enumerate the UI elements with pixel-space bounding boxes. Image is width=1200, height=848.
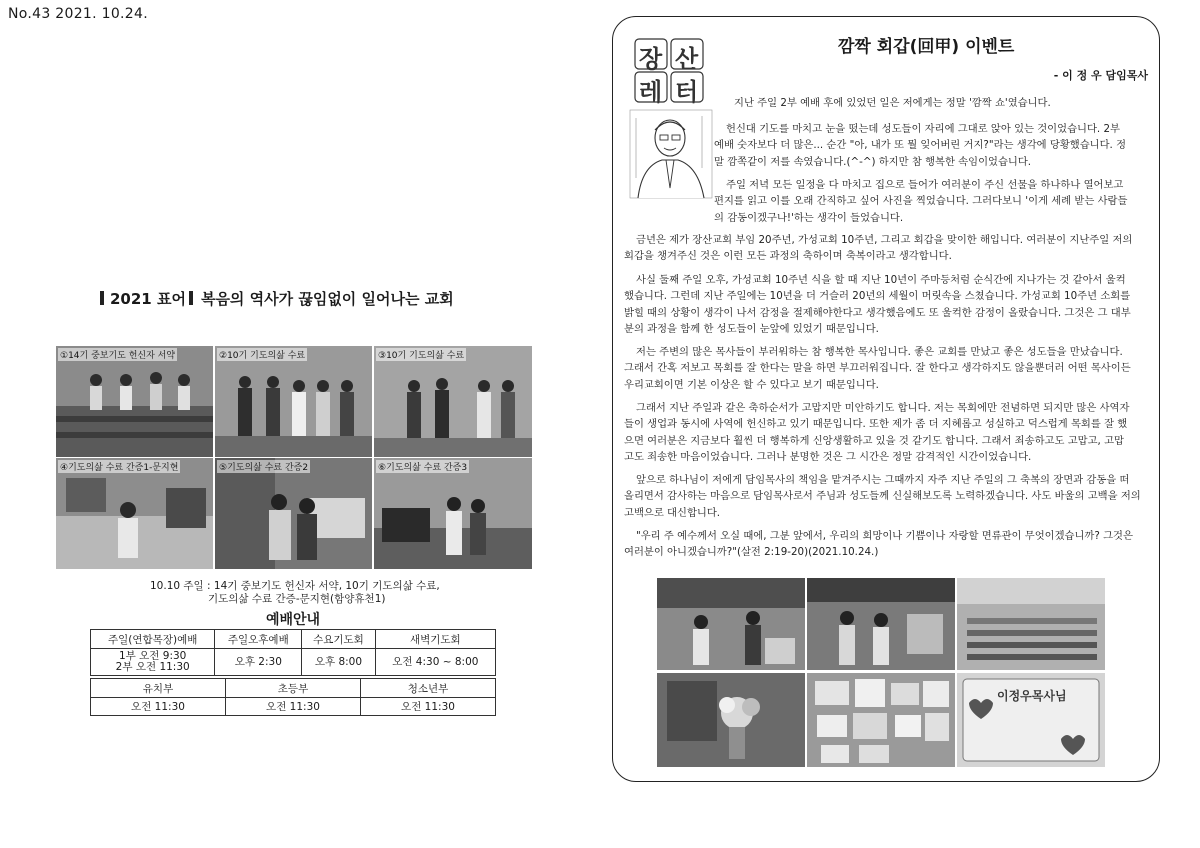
badge-char: 터 [675,78,699,106]
motto [100,288,454,309]
paragraph-line: 들이 생업과 동시에 사역에 헌신하고 있기 때문입니다. 또한 제가 좀 더 지혜롭고 성실하고 덕스럽게 목회를 잘 했 [624,418,1128,431]
card-lettering: 이정우목사님 [997,689,1067,703]
motto-bar [189,291,193,305]
badge-char: 레 [639,78,663,106]
event-photo-grid [56,346,532,569]
letter-paragraph [624,472,1142,521]
education-schedule-table [90,678,496,716]
event-photo [56,458,213,569]
celebration-photo [657,578,805,670]
event-photo [56,346,213,457]
paragraph-line: 밝힐 때의 상황이 생각이 나서 감정을 절제해야한다고 생각했음에도 또 울컥한 감정이 올랐습니다. 그것은 그 대부 [624,306,1131,319]
letter-paragraph [624,232,1142,265]
sunday-service-1: 1부 오전 9:30 [119,650,187,662]
table-cell [91,649,215,676]
event-photo [374,458,532,569]
motto-bar [100,291,104,305]
schedule-title: 예배안내 [265,612,321,628]
table-row [91,679,496,698]
paragraph-line: 했습니다. 그런데 지난 주일에는 10년을 더 거슬러 20년의 세월이 머릿속을 스쳤습니다. 가성교회 10주년 소회를 [624,290,1131,303]
paragraph-line: "우리 주 예수께서 오실 때에, 그분 앞에서, 우리의 희망이나 기쁨이나 자랑할 면류관이 무엇이겠습니까? 그것은 [636,530,1133,542]
table-header: 주일(연합목장)예배 [91,630,215,649]
schedule-table [90,629,496,676]
celebration-photo [957,578,1105,670]
table-row [91,630,496,649]
table-row [91,649,496,676]
letter-author: - 이 정 우 담임목사 [1053,69,1148,82]
motto-year-label: 2021 표어 [110,290,186,308]
table-header: 주일오후예배 [215,630,302,649]
table-header: 청소년부 [361,679,496,698]
worship-schedule [90,612,496,716]
paragraph-line: 으면 여러분은 지금보다 훨씬 더 행복하게 신앙생활하고 있을 것 같기도 합니다. 그래서 죄송하고도 고맙고, 고맙 [624,434,1124,447]
paragraph-line: 말 깜쪽같이 저를 속였습니다.(^-^) 하지만 참 행복한 속임이었습니다. [714,155,1032,168]
badge-char: 장 [639,45,663,73]
paragraph-line: 회갑을 챙겨주신 것은 이런 모든 과정의 축하이며 축복이라고 생각합니다. [624,250,952,263]
paragraph-line: 고도 죄송한 마음이었습니다. 그러나 분명한 것은 그 시간은 정말 감격적인 시간이었습니다. [624,450,1032,463]
photo-caption: ①14기 중보기도 헌신자 서약 [58,348,177,361]
event-photo [215,458,372,569]
paragraph-line: 여러분이 아니겠습니까?"(살전 2:19-20)(2021.10.24.) [624,546,879,559]
table-header: 새벽기도회 [375,630,495,649]
paragraph-line: 앞으로 하나님이 저에게 담임목사의 책임을 맡겨주시는 그때까지 자주 지난 주일의 그 축복의 장면과 감동을 떠 [636,474,1130,486]
paragraph-line: 그래서 간혹 저보고 목회를 잘 한다는 말을 하면 부끄러워집니다. 잘 한다고 생각하지도 않을뿐더러 어떤 목사이든 [624,362,1131,375]
paragraph-line: 사실 둘째 주일 오후, 가성교회 10주년 식을 할 때 지난 10년이 주마등처럼 순식간에 지나가는 것 같아서 울컥 [636,274,1126,286]
letter-paragraph [714,177,1142,226]
paragraph-line: 지난 주일 2부 예배 후에 있었던 일은 저에게는 정말 '깜짝 쇼'였습니다. [734,97,1051,109]
paragraph-line: 예배 숫자보다 더 많은... 순간 "아, 내가 또 뭘 잊어버린 거지?"라는 생각에 당황했습니다. 정 [714,139,1127,152]
table-cell: 오후 8:00 [302,649,375,676]
table-header: 초등부 [226,679,361,698]
celebration-photo [957,673,1105,767]
event-photo [215,346,372,457]
letter-paragraph [624,344,1142,393]
paragraph-line: 분의 과정을 함께 한 성도들이 눈앞에 있었기 때문입니다. [624,322,879,335]
issue-number: No.43 2021. 10.24. [8,6,148,22]
paragraph-line: 고백으로 대신합니다. [624,506,721,519]
caption-line: 10.10 주일 : 14기 중보기도 헌신자 서약, 10기 기도의삶 수료, [150,580,440,592]
photo-caption: ⑤기도의삶 수료 간증2 [217,460,310,473]
paragraph-line: 우리교회이면 기본 이상은 할 수 있다고 보기 때문입니다. [624,378,879,391]
celebration-photo [807,578,955,670]
table-cell: 오전 11:30 [91,698,226,716]
letter-paragraph [722,95,1146,111]
celebration-photo-grid [657,578,1105,767]
badge-char: 산 [675,45,699,73]
table-cell: 오전 11:30 [361,698,496,716]
paragraph-line: 올리면서 감사하는 마음으로 담임목사로서 주님과 성도들께 신실해보도록 노력하겠습니다. 사도 바울의 고백을 저의 [624,490,1141,503]
paragraph-line: 헌신대 기도를 마치고 눈을 떴는데 성도들이 자리에 그대로 앉아 있는 것이었습니다. 2부 [726,123,1120,135]
paragraph-line: 편지를 읽고 이를 오래 간직하고 싶어 사진을 찍었습니다. 그러다보니 '이게 세례 받는 사람들 [714,195,1128,208]
pastor-portrait-sketch [628,108,714,200]
table-row [91,698,496,716]
table-header: 수요기도회 [302,630,375,649]
column-badge [634,38,706,104]
paragraph-line: 금년은 제가 장산교회 부임 20주년, 가성교회 10주년, 그리고 회갑을 맞이한 해입니다. 여러분이 지난주일 저의 [636,234,1133,246]
table-cell: 오후 2:30 [215,649,302,676]
table-header: 유치부 [91,679,226,698]
caption-line: 기도의삶 수료 간증-문지현(함양휴천1) [208,593,386,605]
photo-grid-caption [150,580,470,606]
photo-caption: ②10기 기도의삶 수료 [217,348,307,361]
table-cell: 오전 4:30 ~ 8:00 [375,649,495,676]
motto-text: 복음의 역사가 끊임없이 일어나는 교회 [200,290,454,308]
celebration-photo [657,673,805,767]
sunday-service-2: 2부 오전 11:30 [115,661,190,673]
paragraph-line: 저는 주변의 많은 목사들이 부러워하는 참 행복한 목사입니다. 좋은 교회를 만났고 좋은 성도들을 만났습니다. [636,346,1123,358]
letter-paragraph [624,272,1142,337]
letter-paragraph [624,528,1142,561]
letter-title: 깜짝 회갑(回甲) 이벤트 [838,37,1015,57]
photo-caption: ③10기 기도의삶 수료 [376,348,466,361]
photo-caption: ⑥기도의삶 수료 간증3 [376,460,469,473]
table-cell: 오전 11:30 [226,698,361,716]
letter-paragraph [714,121,1142,170]
letter-paragraph [624,400,1142,465]
paragraph-line: 주일 저녁 모든 일정을 다 마치고 집으로 들어가 여러분이 주신 선물을 하나하나 열어보고 [726,179,1124,191]
paragraph-line: 그래서 지난 주일과 같은 축하순서가 고맙지만 미안하기도 합니다. 저는 목회에만 전념하면 되지만 많은 사역자 [636,402,1130,414]
photo-caption: ④기도의삶 수료 간증1-문지현 [58,460,180,473]
event-photo [374,346,532,457]
paragraph-line: 의 감동이겠구나!'하는 생각이 들었습니다. [714,211,904,224]
celebration-photo [807,673,955,767]
